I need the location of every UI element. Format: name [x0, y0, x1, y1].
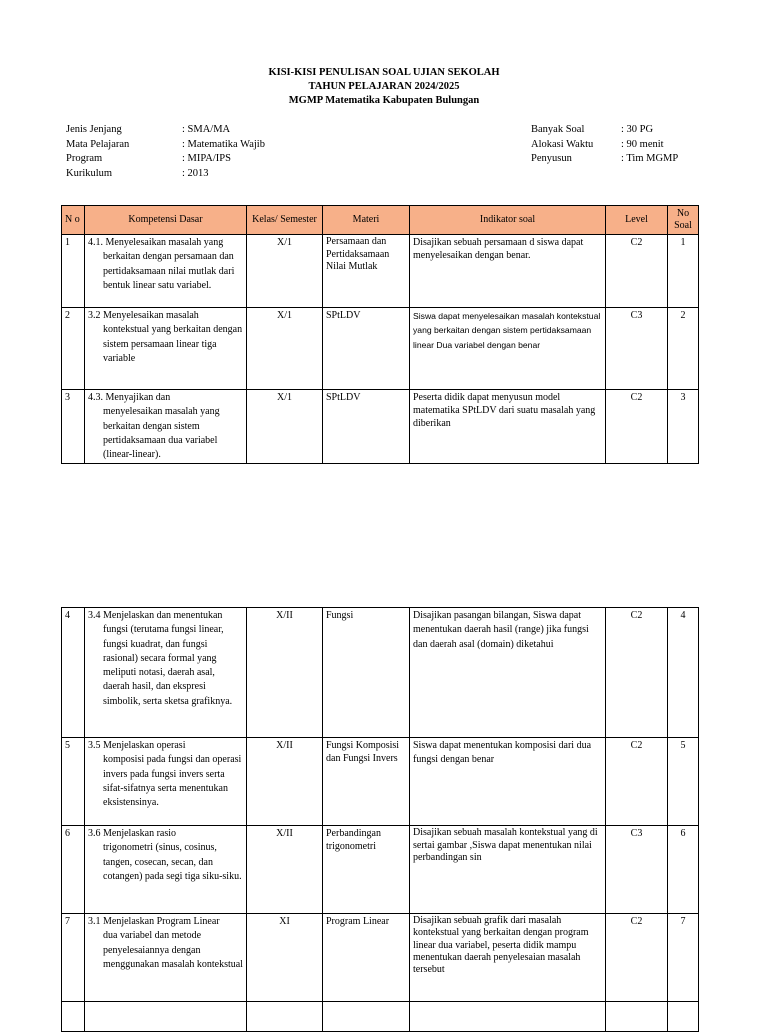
kd-rest: trigonometri (sinus, cosinus, tangen, cosecan, secan, dan cotangen) pada segi tiga siku-siku. [103, 842, 242, 882]
cell-nosoal: 7 [668, 914, 699, 1002]
doc-title-line1: KISI-KISI PENULISAN SOAL UJIAN SEKOLAH [268, 67, 500, 78]
kd-first-line: 3.5 Menjelaskan operasi [88, 740, 186, 751]
cell-nosoal: 2 [668, 308, 699, 390]
cell-kd [85, 826, 247, 914]
cell-empty [247, 1002, 323, 1032]
cell-materi: Perbandingan trigonometri [323, 826, 410, 914]
cell-no: 5 [62, 738, 85, 826]
col-header-no: N o [62, 206, 85, 235]
cell-kd [85, 738, 247, 826]
cell-indikator: Siswa dapat menyelesaikan masalah kontekstual yang berkaitan dengan sistem pertidaksamaan linear Dua variabel dengan benar [410, 308, 606, 390]
kisi-table-page2 [61, 607, 699, 1032]
kd-first-line: 4.3. Menyajikan dan [88, 392, 171, 403]
info-label: Penyusun [531, 153, 572, 164]
table-row [62, 235, 699, 308]
col-header-materi: Materi [323, 206, 410, 235]
cell-indikator: Peserta didik dapat menyusun model matematika SPtLDV dari suatu masalah yang diberikan [410, 390, 606, 464]
col-header-level: Level [606, 206, 668, 235]
cell-level: C2 [606, 390, 668, 464]
table-row [62, 826, 699, 914]
cell-kelas: XI [247, 914, 323, 1002]
cell-level: C3 [606, 826, 668, 914]
cell-materi: SPtLDV [323, 390, 410, 464]
info-value: : SMA/MA [182, 124, 231, 135]
table-header-row [62, 206, 699, 235]
kd-rest: menyelesaikan masalah yang berkaitan dengan sistem pertidaksamaan dua variabel (linear-linear). [103, 406, 220, 461]
kd-rest: fungsi (terutama fungsi linear, fungsi kuadrat, dan fungsi rasional) secara formal yang meliputi notasi, daerah asal, daerah hasil, dan ekspresi simbolik, serta sketsa grafiknya. [103, 624, 233, 707]
cell-materi: SPtLDV [323, 308, 410, 390]
cell-nosoal: 6 [668, 826, 699, 914]
kd-rest: kontekstual yang berkaitan dengan sistem persamaan linear tiga variable [103, 324, 243, 364]
cell-kelas: X/II [247, 738, 323, 826]
info-value: : 2013 [182, 167, 209, 179]
info-value: : Tim MGMP [621, 153, 679, 164]
kisi-table-page1 [61, 205, 699, 464]
doc-title-line2: TAHUN PELAJARAN 2024/2025 [308, 81, 460, 92]
cell-materi: Fungsi Komposisi dan Fungsi Invers [323, 738, 410, 826]
info-right [531, 123, 678, 167]
cell-level: C3 [606, 308, 668, 390]
info-value: : 30 PG [621, 124, 654, 135]
cell-nosoal: 1 [668, 235, 699, 308]
cell-kd [85, 235, 247, 308]
cell-kelas: X/II [247, 826, 323, 914]
cell-nosoal: 5 [668, 738, 699, 826]
table-row [62, 914, 699, 1002]
doc-title-line3: MGMP Matematika Kabupaten Bulungan [288, 95, 480, 106]
cell-level: C2 [606, 914, 668, 1002]
info-banyak-soal [531, 123, 678, 138]
info-mapel [66, 138, 265, 153]
kd-first-line: 3.4 Menjelaskan dan menentukan [88, 610, 223, 621]
info-value: : 90 menit [621, 138, 664, 150]
cell-kelas: X/1 [247, 390, 323, 464]
cell-kd [85, 390, 247, 464]
cell-no: 1 [62, 235, 85, 308]
col-header-kd: Kompetensi Dasar [85, 206, 247, 235]
cell-empty [323, 1002, 410, 1032]
cell-kd [85, 308, 247, 390]
info-value: : MIPA/IPS [182, 153, 231, 164]
cell-level: C2 [606, 235, 668, 308]
info-program [66, 152, 265, 167]
info-label: Alokasi Waktu [531, 138, 594, 150]
cell-materi: Persamaan dan Pertidaksamaan Nilai Mutlak [323, 235, 410, 308]
cell-empty [62, 1002, 85, 1032]
cell-level: C2 [606, 608, 668, 738]
info-label: Program [66, 153, 103, 164]
cell-kelas: X/II [247, 608, 323, 738]
cell-indikator: Siswa dapat menentukan komposisi dari dua fungsi dengan benar [410, 738, 606, 826]
cell-indikator: Disajikan sebuah grafik dari masalah kontekstual yang berkaitan dengan program linear dua variabel, peserta didik mampu menentukan daerah penyelesaian masalah tersebut [410, 914, 606, 1002]
cell-kd [85, 914, 247, 1002]
kd-first-line: 3.2 Menyelesaikan masalah [88, 310, 199, 321]
cell-level: C2 [606, 738, 668, 826]
cell-indikator: Disajikan sebuah persamaan d siswa dapat menyelesaikan dengan benar. [410, 235, 606, 308]
cell-no: 7 [62, 914, 85, 1002]
cell-no: 6 [62, 826, 85, 914]
cell-indikator: Disajikan pasangan bilangan, Siswa dapat menentukan daerah hasil (range) jika fungsi dan daerah asal (domain) diketahui [410, 608, 606, 738]
table-row [62, 738, 699, 826]
cell-indikator: Disajikan sebuah masalah kontekstual yang di sertai gambar ,Siswa dapat menentukan nilai perbandingan sin [410, 826, 606, 914]
cell-materi: Program Linear [323, 914, 410, 1002]
info-label: Banyak Soal [531, 124, 585, 135]
cell-no: 3 [62, 390, 85, 464]
cell-empty [668, 1002, 699, 1032]
cell-no: 2 [62, 308, 85, 390]
info-jenjang [66, 123, 265, 138]
cell-materi: Fungsi [323, 608, 410, 738]
cell-no: 4 [62, 608, 85, 738]
cell-kelas: X/1 [247, 235, 323, 308]
cell-kelas: X/1 [247, 308, 323, 390]
info-left [66, 123, 265, 181]
kd-rest: berkaitan dengan persamaan dan pertidaksamaan nilai mutlak dari bentuk linear satu variabel. [103, 251, 235, 291]
info-label: Kurikulum [66, 167, 113, 179]
kd-rest: dua variabel dan metode penyelesaiannya dengan menggunakan masalah kontekstual [103, 930, 243, 970]
cell-empty [606, 1002, 668, 1032]
info-label: Mata Pelajaran [66, 138, 130, 150]
col-header-kelas: Kelas/ Semester [247, 206, 323, 235]
table-row [62, 308, 699, 390]
info-penyusun [531, 152, 678, 167]
table-row [62, 390, 699, 464]
table-row-empty [62, 1002, 699, 1032]
info-value: : Matematika Wajib [182, 138, 265, 150]
col-header-indikator: Indikator soal [410, 206, 606, 235]
info-kurikulum [66, 167, 265, 182]
cell-nosoal: 3 [668, 390, 699, 464]
table-row [62, 608, 699, 738]
info-alokasi-waktu [531, 138, 678, 153]
kd-rest: komposisi pada fungsi dan operasi invers pada fungsi invers serta sifat-sifatnya serta menentukan eksistensinya. [103, 754, 242, 809]
kd-first-line: 3.1 Menjelaskan Program Linear [88, 916, 220, 927]
cell-kd [85, 608, 247, 738]
info-label: Jenis Jenjang [66, 124, 122, 135]
cell-empty [85, 1002, 247, 1032]
kd-first-line: 4.1. Menyelesaikan masalah yang [88, 237, 224, 248]
kd-first-line: 3.6 Menjelaskan rasio [88, 828, 177, 839]
col-header-nosoal: No Soal [668, 206, 699, 235]
cell-nosoal: 4 [668, 608, 699, 738]
cell-empty [410, 1002, 606, 1032]
